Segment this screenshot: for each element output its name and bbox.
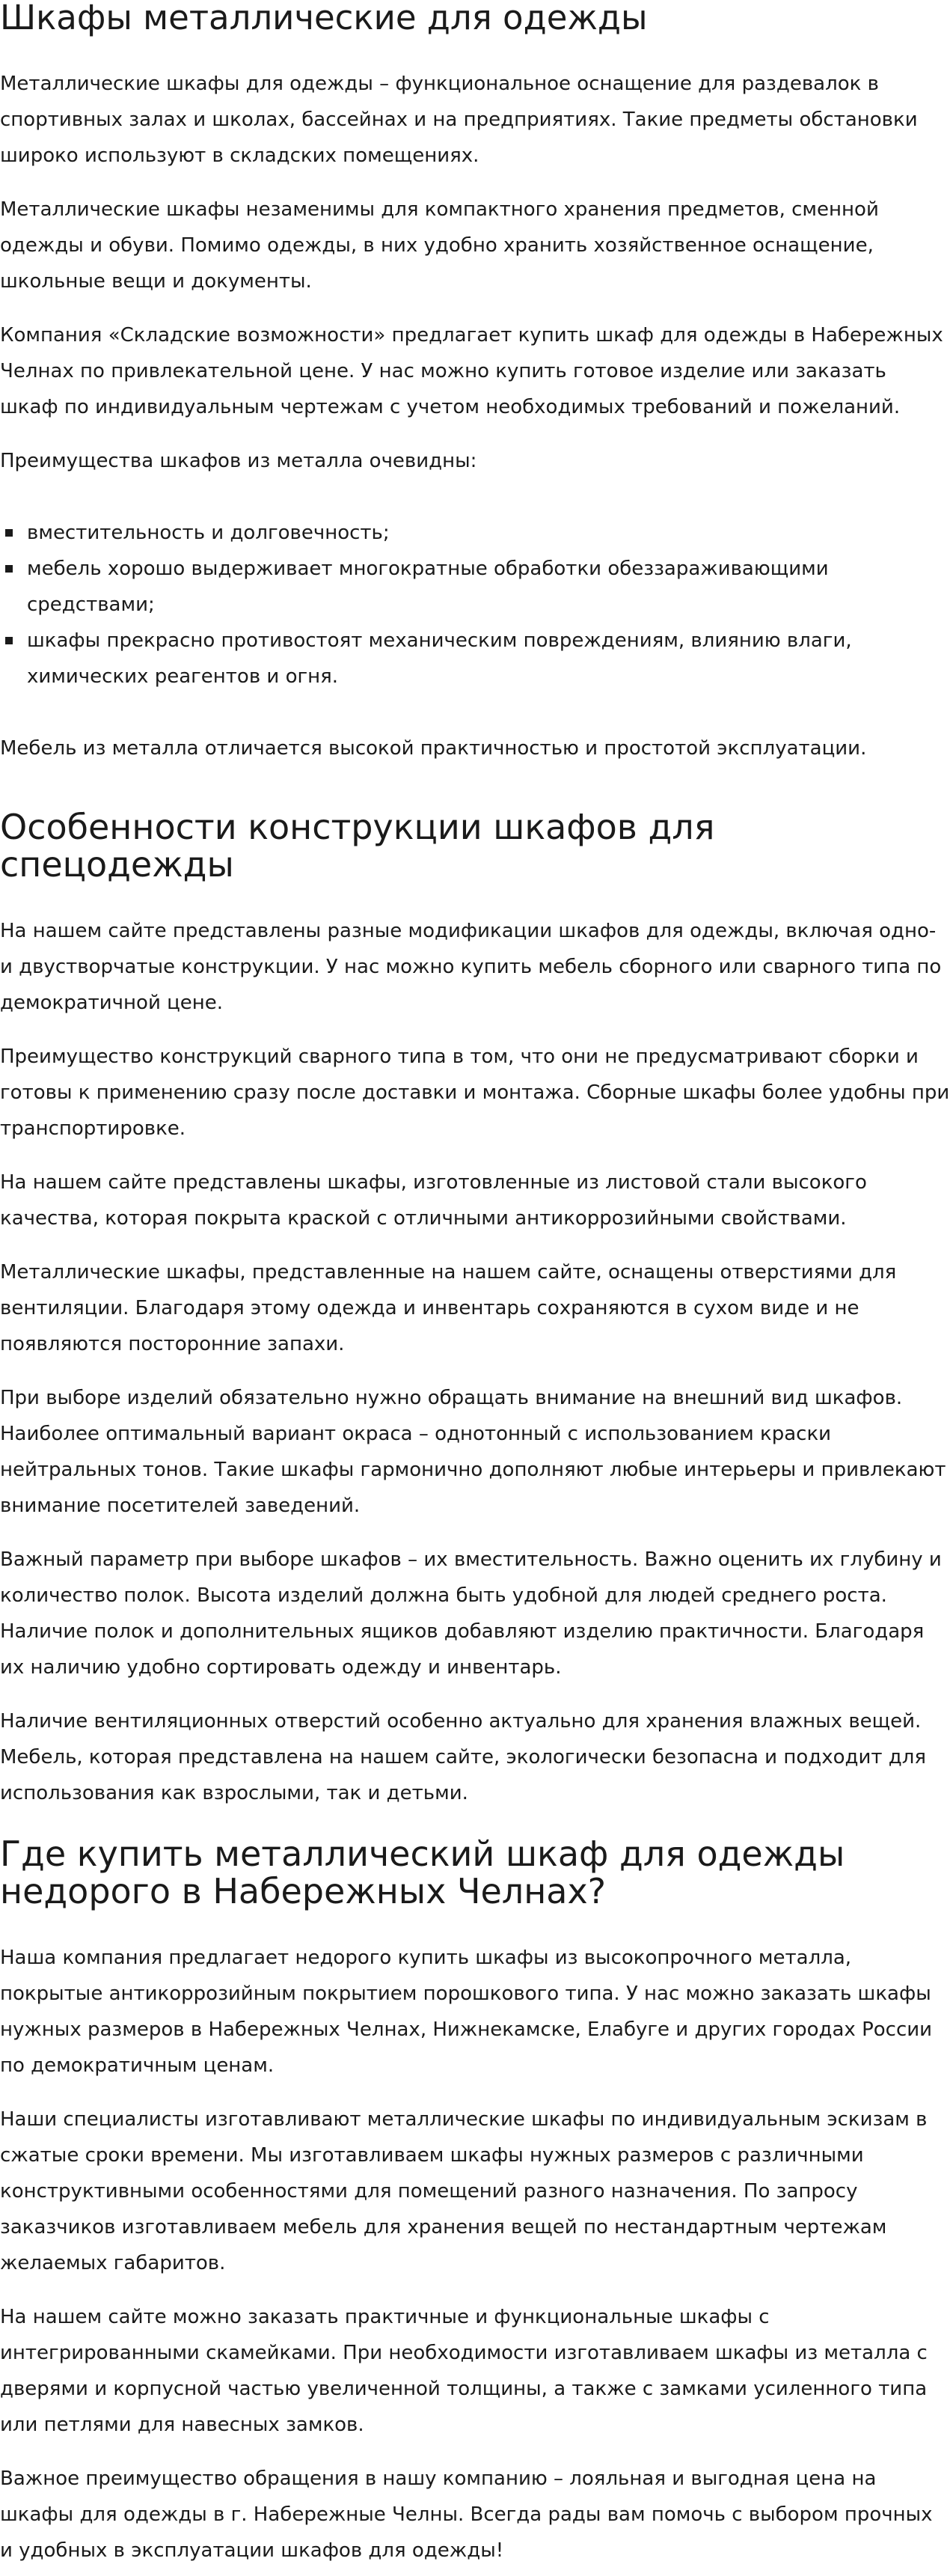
section-paragraph: Наличие вентиляционных отверстий особенно актуально для хранения влажных вещей. Мебель, которая представлена на нашем сайте, экологически безопасна и подходит для использования как взрослыми, так и детьми. <box>0 1710 927 1804</box>
advantages-list <box>0 515 950 695</box>
intro-closing-paragraph: Мебель из металла отличается высокой практичностью и простотой эксплуатации. <box>0 737 867 760</box>
section-paragraph: Металлические шкафы, представленные на нашем сайте, оснащены отверстиями для вентиляции. Благодаря этому одежда и инвентарь сохраняются в сухом виде и не появляются посторонние запахи. <box>0 1261 897 1355</box>
section-paragraph: Важный параметр при выборе шкафов – их вместительность. Важно оценить их глубину и количество полок. Высота изделий должна быть удобной для людей среднего роста. Наличие полок и дополнительных ящиков добавляют изделию практичности. Благодаря их наличию удобно сортировать одежду и инвентарь. <box>0 1548 942 1679</box>
list-item: шкафы прекрасно противостоят механическим повреждениям, влиянию влаги, химических реагентов и огня. <box>27 623 950 695</box>
intro-paragraph: Компания «Складские возможности» предлагает купить шкаф для одежды в Набережных Челнах по привлекательной цене. У нас можно купить готовое изделие или заказать шкаф по индивидуальным чертежам с учетом необходимых требований и пожеланий. <box>0 324 943 418</box>
list-item: вместительность и долговечность; <box>27 515 950 551</box>
intro-paragraph: Металлические шкафы для одежды – функциональное оснащение для раздевалок в спортивных залах и школах, бассейнах и на предприятиях. Такие предметы обстановки широко используют в складских помещениях. <box>0 73 918 167</box>
section-paragraph: При выборе изделий обязательно нужно обращать внимание на внешний вид шкафов. Наиболее оптимальный вариант окраса – однотонный с использованием краски нейтральных тонов. Такие шкафы гармонично дополняют любые интерьеры и привлекают внимание посетителей заведений. <box>0 1387 946 1517</box>
page-title: Шкафы металлические для одежды <box>0 0 648 37</box>
intro-paragraph: Преимущества шкафов из металла очевидны: <box>0 450 477 472</box>
section-heading-where-to-buy: Где купить металлический шкаф для одежды недорого в Набережных Челнах? <box>0 1834 845 1911</box>
intro-paragraph: Металлические шкафы незаменимы для компактного хранения предметов, сменной одежды и обуви. Помимо одежды, в них удобно хранить хозяйственное оснащение, школьные вещи и документы. <box>0 198 879 293</box>
section-heading-construction: Особенности конструкции шкафов для спецодежды <box>0 807 715 885</box>
list-item: мебель хорошо выдерживает многократные обработки обеззараживающими средствами; <box>27 551 950 623</box>
section-paragraph: На нашем сайте представлены шкафы, изготовленные из листовой стали высокого качества, которая покрыта краской с отличными антикоррозийными свойствами. <box>0 1171 867 1230</box>
section-paragraph: На нашем сайте представлены разные модификации шкафов для одежды, включая одно- и двустворчатые конструкции. У нас можно купить мебель сборного или сварного типа по демократичной цене. <box>0 920 942 1014</box>
section-paragraph: Наша компания предлагает недорого купить шкафы из высокопрочного металла, покрытые антикоррозийным покрытием порошкового типа. У нас можно заказать шкафы нужных размеров в Набережных Челнах, Нижнекамске, Елабуге и других городах России по демократичным ценам. <box>0 1947 933 2077</box>
section-paragraph: Преимущество конструкций сварного типа в том, что они не предусматривают сборки и готовы к применению сразу после доставки и монтажа. Сборные шкафы более удобны при транспортировке. <box>0 1046 950 1140</box>
section-paragraph: Важное преимущество обращения в нашу компанию – лояльная и выгодная цена на шкафы для одежды в г. Набережные Челны. Всегда рады вам помочь с выбором прочных и удобных в эксплуатации шкафов для одежды! <box>0 2467 933 2562</box>
section-paragraph: На нашем сайте можно заказать практичные и функциональные шкафы с интегрированными скамейками. При необходимости изготавливаем шкафы из металла с дверями и корпусной частью увеличенной толщины, а также с замками усиленного типа или петлями для навесных замков. <box>0 2306 928 2436</box>
section-paragraph: Наши специалисты изготавливают металлические шкафы по индивидуальным эскизам в сжатые сроки времени. Мы изготавливаем шкафы нужных размеров с различными конструктивными особенностями для помещений разного назначения. По запросу заказчиков изготавливаем мебель для хранения вещей по нестандартным чертежам желаемых габаритов. <box>0 2108 928 2274</box>
